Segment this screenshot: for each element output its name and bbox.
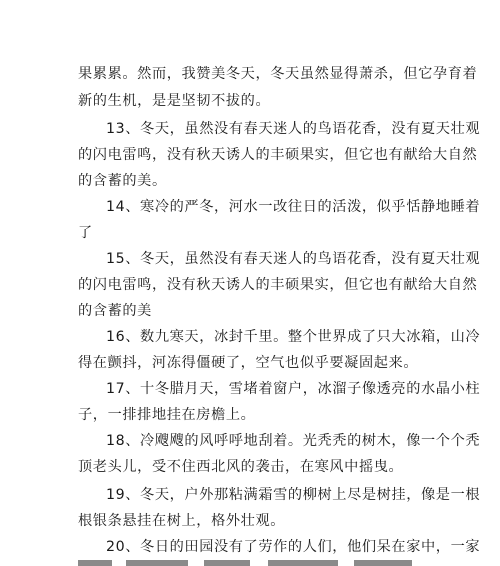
paragraph-17-line: 17、十冬腊月天，雪堵着窗户，冰溜子像透亮的水晶小柱 (106, 381, 481, 397)
text-line: 的闪电雷鸣，没有秋天诱人的丰硕果实，但它也有献给大自然 (78, 147, 478, 163)
text-line: 了 (78, 225, 93, 241)
text-line: 新的生机，是是坚韧不拔的。 (78, 93, 271, 109)
text-line: 果累累。然而，我赞美冬天，冬天虽然显得萧杀，但它孕育着 (78, 66, 478, 82)
paragraph-13-line: 13、冬天，虽然没有春天迷人的鸟语花香，没有夏天壮观 (106, 121, 481, 137)
paragraph-16-line: 16、数九寒天，冰封千里。整个世界成了只大冰箱，山冷 (106, 329, 481, 345)
text-line: 顶老头儿，受不住西北风的袭击，在寒风中摇曳。 (78, 459, 404, 475)
text-line: 的闪电雷鸣，没有秋天诱人的丰硕果实，但它也有献给大自然 (78, 277, 478, 293)
paragraph-19-line: 19、冬天，户外那粘满霜雪的柳树上尽是树挂，像是一根 (106, 487, 481, 503)
text-line: 的含蓄的美。 (78, 173, 167, 189)
cropped-next-line (78, 560, 418, 566)
paragraph-14-line: 14、寒冷的严冬，河水一改往日的活泼，似乎恬静地睡着 (106, 199, 481, 215)
text-line: 的含蓄的美 (78, 303, 152, 319)
text-line: 得在颤抖，河冻得僵硬了，空气也似乎要凝固起来。 (78, 355, 419, 371)
paragraph-20-line: 20、冬日的田园没有了劳作的人们，他们呆在家中，一家 (106, 539, 481, 555)
paragraph-18-line: 18、冷飕飕的风呼呼地刮着。光秃秃的树木，像一个个秃 (106, 433, 481, 449)
paragraph-15-line: 15、冬天，虽然没有春天迷人的鸟语花香，没有夏天壮观 (106, 251, 481, 267)
text-line: 子，一排排地挂在房檐上。 (78, 407, 256, 423)
text-line: 根银条悬挂在树上，格外壮观。 (78, 513, 286, 529)
